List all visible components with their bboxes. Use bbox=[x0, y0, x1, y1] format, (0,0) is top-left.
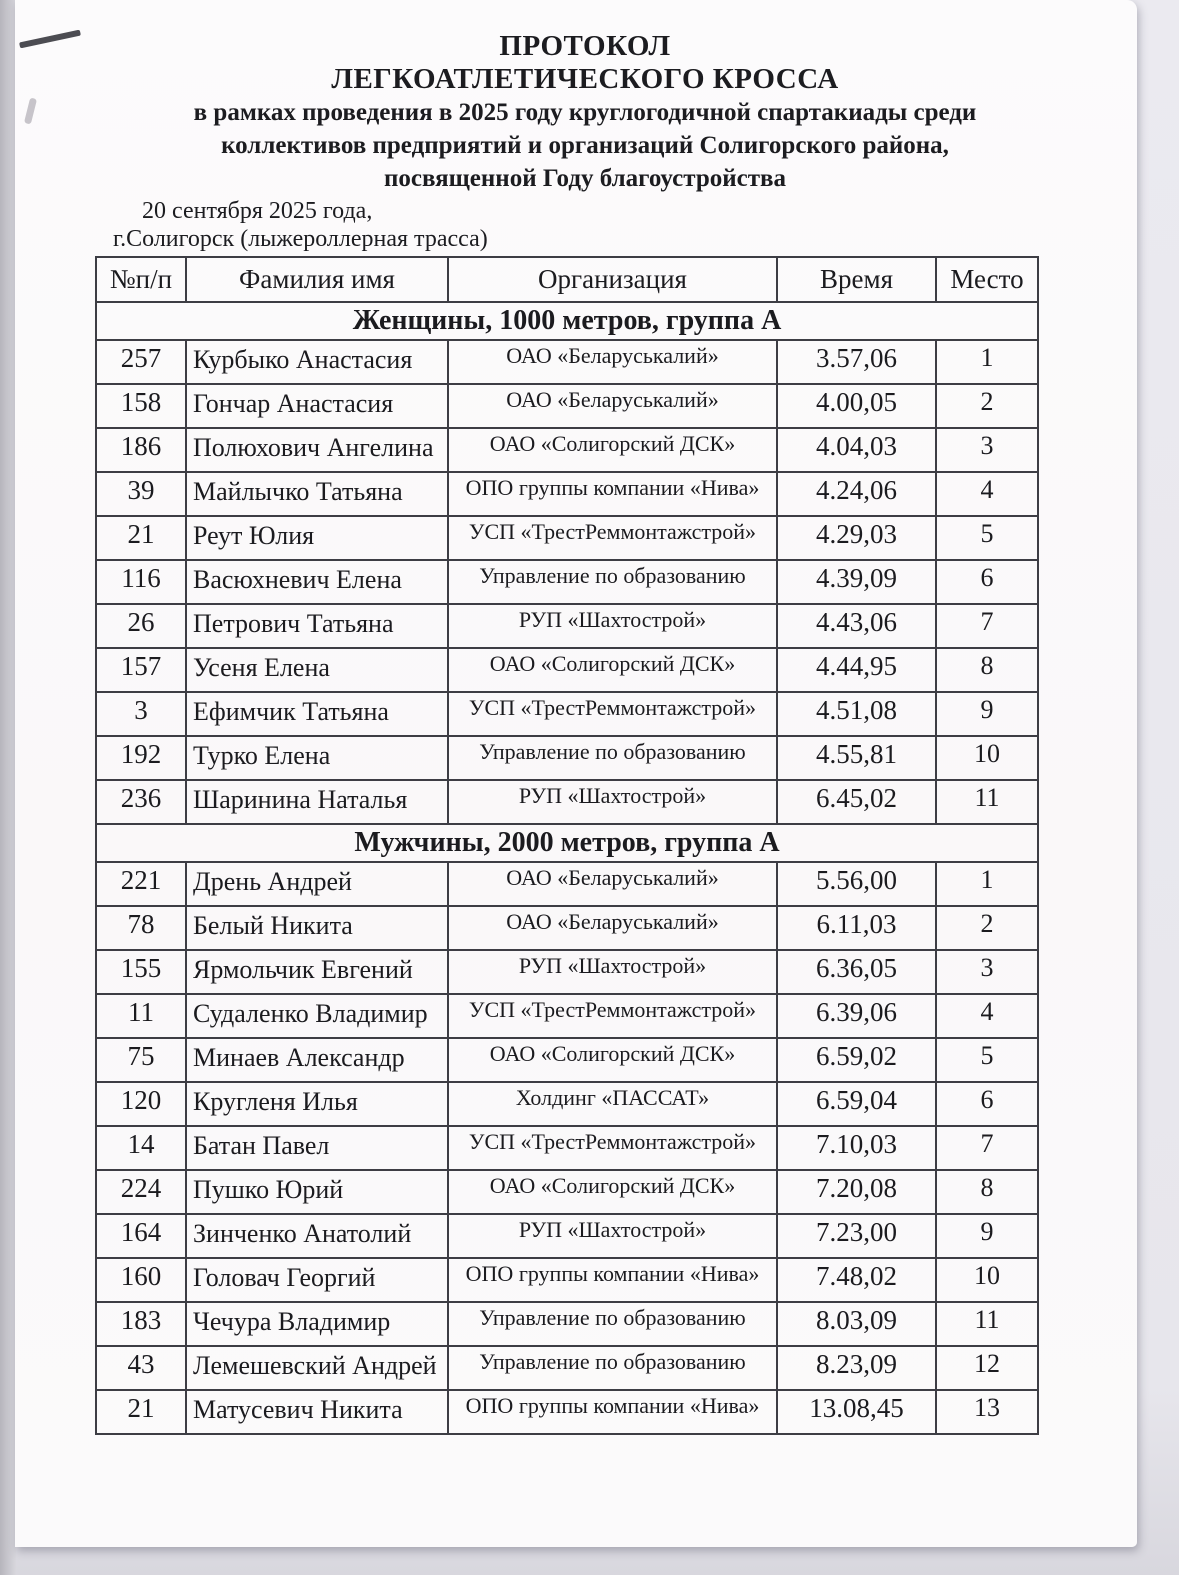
athlete-name-cell: Шаринина Наталья bbox=[186, 780, 448, 824]
organization-cell: ОПО группы компании «Нива» bbox=[448, 1258, 777, 1302]
place-cell: 8 bbox=[936, 648, 1038, 692]
athlete-name-cell: Матусевич Никита bbox=[186, 1390, 448, 1434]
organization-cell: РУП «Шахтострой» bbox=[448, 604, 777, 648]
table-row bbox=[96, 648, 1038, 692]
doc-title-line2: ЛЕГКОАТЛЕТИЧЕСКОГО КРОССА bbox=[331, 63, 839, 95]
time-cell: 4.43,06 bbox=[777, 604, 936, 648]
time-cell: 6.11,03 bbox=[777, 906, 936, 950]
table-row bbox=[96, 862, 1038, 906]
bib-number-cell: 186 bbox=[96, 428, 186, 472]
scan-edge-strip bbox=[0, 0, 16, 1575]
organization-cell: РУП «Шахтострой» bbox=[448, 950, 777, 994]
organization-cell: ОАО «Беларуськалий» bbox=[448, 906, 777, 950]
event-location: г.Солигорск (лыжероллерная трасса) bbox=[113, 226, 488, 252]
athlete-name-cell: Ефимчик Татьяна bbox=[186, 692, 448, 736]
bib-number-cell: 155 bbox=[96, 950, 186, 994]
athlete-name-cell: Петрович Татьяна bbox=[186, 604, 448, 648]
section-title: Женщины, 1000 метров, группа А bbox=[96, 302, 1038, 340]
athlete-name-cell: Зинченко Анатолий bbox=[186, 1214, 448, 1258]
place-cell: 4 bbox=[936, 472, 1038, 516]
bib-number-cell: 116 bbox=[96, 560, 186, 604]
athlete-name-cell: Гончар Анастасия bbox=[186, 384, 448, 428]
place-cell: 6 bbox=[936, 560, 1038, 604]
organization-cell: ОПО группы компании «Нива» bbox=[448, 472, 777, 516]
table-row bbox=[96, 1170, 1038, 1214]
place-cell: 9 bbox=[936, 692, 1038, 736]
bib-number-cell: 236 bbox=[96, 780, 186, 824]
document-page bbox=[15, 0, 1137, 1547]
bib-number-cell: 221 bbox=[96, 862, 186, 906]
table-row bbox=[96, 1346, 1038, 1390]
athlete-name-cell: Белый Никита bbox=[186, 906, 448, 950]
table-row bbox=[96, 906, 1038, 950]
time-cell: 4.04,03 bbox=[777, 428, 936, 472]
organization-cell: УСП «ТрестРеммонтажстрой» bbox=[448, 1126, 777, 1170]
table-row bbox=[96, 1258, 1038, 1302]
doc-subtitle-line3: посвященной Году благоустройства bbox=[383, 165, 787, 192]
table-row bbox=[96, 736, 1038, 780]
place-cell: 11 bbox=[936, 780, 1038, 824]
column-header-number: №п/п bbox=[96, 257, 186, 302]
table-row bbox=[96, 692, 1038, 736]
athlete-name-cell: Батан Павел bbox=[186, 1126, 448, 1170]
time-cell: 7.23,00 bbox=[777, 1214, 936, 1258]
time-cell: 13.08,45 bbox=[777, 1390, 936, 1434]
bib-number-cell: 78 bbox=[96, 906, 186, 950]
place-cell: 7 bbox=[936, 1126, 1038, 1170]
organization-cell: Холдинг «ПАССАТ» bbox=[448, 1082, 777, 1126]
table-row bbox=[96, 1302, 1038, 1346]
athlete-name-cell: Майлычко Татьяна bbox=[186, 472, 448, 516]
bib-number-cell: 164 bbox=[96, 1214, 186, 1258]
organization-cell: УСП «ТрестРеммонтажстрой» bbox=[448, 692, 777, 736]
table-row bbox=[96, 428, 1038, 472]
bib-number-cell: 11 bbox=[96, 994, 186, 1038]
bib-number-cell: 183 bbox=[96, 1302, 186, 1346]
place-cell: 13 bbox=[936, 1390, 1038, 1434]
place-cell: 4 bbox=[936, 994, 1038, 1038]
time-cell: 4.39,09 bbox=[777, 560, 936, 604]
time-cell: 4.00,05 bbox=[777, 384, 936, 428]
athlete-name-cell: Ярмольчик Евгений bbox=[186, 950, 448, 994]
bib-number-cell: 75 bbox=[96, 1038, 186, 1082]
place-cell: 1 bbox=[936, 862, 1038, 906]
athlete-name-cell: Усеня Елена bbox=[186, 648, 448, 692]
time-cell: 8.23,09 bbox=[777, 1346, 936, 1390]
athlete-name-cell: Полюхович Ангелина bbox=[186, 428, 448, 472]
table-row bbox=[96, 384, 1038, 428]
time-cell: 8.03,09 bbox=[777, 1302, 936, 1346]
table-row bbox=[96, 560, 1038, 604]
bib-number-cell: 21 bbox=[96, 516, 186, 560]
organization-cell: УСП «ТрестРеммонтажстрой» bbox=[448, 994, 777, 1038]
time-cell: 4.55,81 bbox=[777, 736, 936, 780]
table-row bbox=[96, 1126, 1038, 1170]
place-cell: 10 bbox=[936, 736, 1038, 780]
organization-cell: РУП «Шахтострой» bbox=[448, 780, 777, 824]
time-cell: 7.20,08 bbox=[777, 1170, 936, 1214]
place-cell: 9 bbox=[936, 1214, 1038, 1258]
time-cell: 3.57,06 bbox=[777, 340, 936, 384]
table-row bbox=[96, 780, 1038, 824]
event-date: 20 сентября 2025 года, bbox=[142, 198, 373, 224]
column-header-name: Фамилия имя bbox=[186, 257, 448, 302]
section-header-row bbox=[96, 302, 1038, 340]
time-cell: 7.48,02 bbox=[777, 1258, 936, 1302]
time-cell: 4.51,08 bbox=[777, 692, 936, 736]
place-cell: 11 bbox=[936, 1302, 1038, 1346]
doc-subtitle-line1: в рамках проведения в 2025 году круглогодичной спартакиады среди bbox=[193, 99, 977, 126]
athlete-name-cell: Турко Елена bbox=[186, 736, 448, 780]
document-header bbox=[15, 0, 1137, 253]
athlete-name-cell: Головач Георгий bbox=[186, 1258, 448, 1302]
place-cell: 2 bbox=[936, 384, 1038, 428]
bib-number-cell: 3 bbox=[96, 692, 186, 736]
bib-number-cell: 26 bbox=[96, 604, 186, 648]
organization-cell: РУП «Шахтострой» bbox=[448, 1214, 777, 1258]
time-cell: 6.59,02 bbox=[777, 1038, 936, 1082]
place-cell: 5 bbox=[936, 516, 1038, 560]
organization-cell: ОАО «Солигорский ДСК» bbox=[448, 1038, 777, 1082]
time-cell: 7.10,03 bbox=[777, 1126, 936, 1170]
time-cell: 6.45,02 bbox=[777, 780, 936, 824]
table-row bbox=[96, 1038, 1038, 1082]
organization-cell: Управление по образованию bbox=[448, 1346, 777, 1390]
doc-title-line1: ПРОТОКОЛ bbox=[499, 30, 671, 62]
table-row bbox=[96, 950, 1038, 994]
bib-number-cell: 120 bbox=[96, 1082, 186, 1126]
organization-cell: Управление по образованию bbox=[448, 560, 777, 604]
time-cell: 4.24,06 bbox=[777, 472, 936, 516]
time-cell: 4.44,95 bbox=[777, 648, 936, 692]
bib-number-cell: 14 bbox=[96, 1126, 186, 1170]
place-cell: 1 bbox=[936, 340, 1038, 384]
time-cell: 4.29,03 bbox=[777, 516, 936, 560]
organization-cell: ОАО «Беларуськалий» bbox=[448, 384, 777, 428]
time-cell: 6.39,06 bbox=[777, 994, 936, 1038]
place-cell: 8 bbox=[936, 1170, 1038, 1214]
organization-cell: ОПО группы компании «Нива» bbox=[448, 1390, 777, 1434]
table-row bbox=[96, 516, 1038, 560]
table-row bbox=[96, 1214, 1038, 1258]
organization-cell: Управление по образованию bbox=[448, 1302, 777, 1346]
section-header-row bbox=[96, 824, 1038, 862]
table-row bbox=[96, 340, 1038, 384]
bib-number-cell: 224 bbox=[96, 1170, 186, 1214]
organization-cell: ОАО «Солигорский ДСК» bbox=[448, 428, 777, 472]
place-cell: 6 bbox=[936, 1082, 1038, 1126]
doc-subtitle-line2: коллективов предприятий и организаций Солигорского района, bbox=[221, 132, 949, 159]
place-cell: 12 bbox=[936, 1346, 1038, 1390]
table-row bbox=[96, 994, 1038, 1038]
bib-number-cell: 157 bbox=[96, 648, 186, 692]
table-row bbox=[96, 1390, 1038, 1434]
column-header-time: Время bbox=[777, 257, 936, 302]
organization-cell: ОАО «Солигорский ДСК» bbox=[448, 1170, 777, 1214]
results-table-head bbox=[96, 257, 1038, 302]
organization-cell: ОАО «Беларуськалий» bbox=[448, 862, 777, 906]
time-cell: 6.36,05 bbox=[777, 950, 936, 994]
athlete-name-cell: Лемешевский Андрей bbox=[186, 1346, 448, 1390]
athlete-name-cell: Минаев Александр bbox=[186, 1038, 448, 1082]
table-row bbox=[96, 604, 1038, 648]
table-row bbox=[96, 1082, 1038, 1126]
results-table-body bbox=[96, 302, 1038, 1434]
athlete-name-cell: Дрень Андрей bbox=[186, 862, 448, 906]
bib-number-cell: 160 bbox=[96, 1258, 186, 1302]
place-cell: 5 bbox=[936, 1038, 1038, 1082]
athlete-name-cell: Кругленя Илья bbox=[186, 1082, 448, 1126]
place-cell: 3 bbox=[936, 950, 1038, 994]
athlete-name-cell: Реут Юлия bbox=[186, 516, 448, 560]
organization-cell: ОАО «Беларуськалий» bbox=[448, 340, 777, 384]
place-cell: 3 bbox=[936, 428, 1038, 472]
place-cell: 10 bbox=[936, 1258, 1038, 1302]
bib-number-cell: 43 bbox=[96, 1346, 186, 1390]
results-table bbox=[95, 256, 1039, 1435]
bib-number-cell: 257 bbox=[96, 340, 186, 384]
bib-number-cell: 21 bbox=[96, 1390, 186, 1434]
organization-cell: ОАО «Солигорский ДСК» bbox=[448, 648, 777, 692]
column-header-place: Место bbox=[936, 257, 1038, 302]
athlete-name-cell: Пушко Юрий bbox=[186, 1170, 448, 1214]
place-cell: 2 bbox=[936, 906, 1038, 950]
athlete-name-cell: Чечура Владимир bbox=[186, 1302, 448, 1346]
column-header-organization: Организация bbox=[448, 257, 777, 302]
time-cell: 6.59,04 bbox=[777, 1082, 936, 1126]
bib-number-cell: 39 bbox=[96, 472, 186, 516]
organization-cell: УСП «ТрестРеммонтажстрой» bbox=[448, 516, 777, 560]
table-row bbox=[96, 472, 1038, 516]
organization-cell: Управление по образованию bbox=[448, 736, 777, 780]
time-cell: 5.56,00 bbox=[777, 862, 936, 906]
athlete-name-cell: Васюхневич Елена bbox=[186, 560, 448, 604]
header-row bbox=[96, 257, 1038, 302]
section-title: Мужчины, 2000 метров, группа А bbox=[96, 824, 1038, 862]
place-cell: 7 bbox=[936, 604, 1038, 648]
athlete-name-cell: Судаленко Владимир bbox=[186, 994, 448, 1038]
athlete-name-cell: Курбыко Анастасия bbox=[186, 340, 448, 384]
bib-number-cell: 158 bbox=[96, 384, 186, 428]
bib-number-cell: 192 bbox=[96, 736, 186, 780]
